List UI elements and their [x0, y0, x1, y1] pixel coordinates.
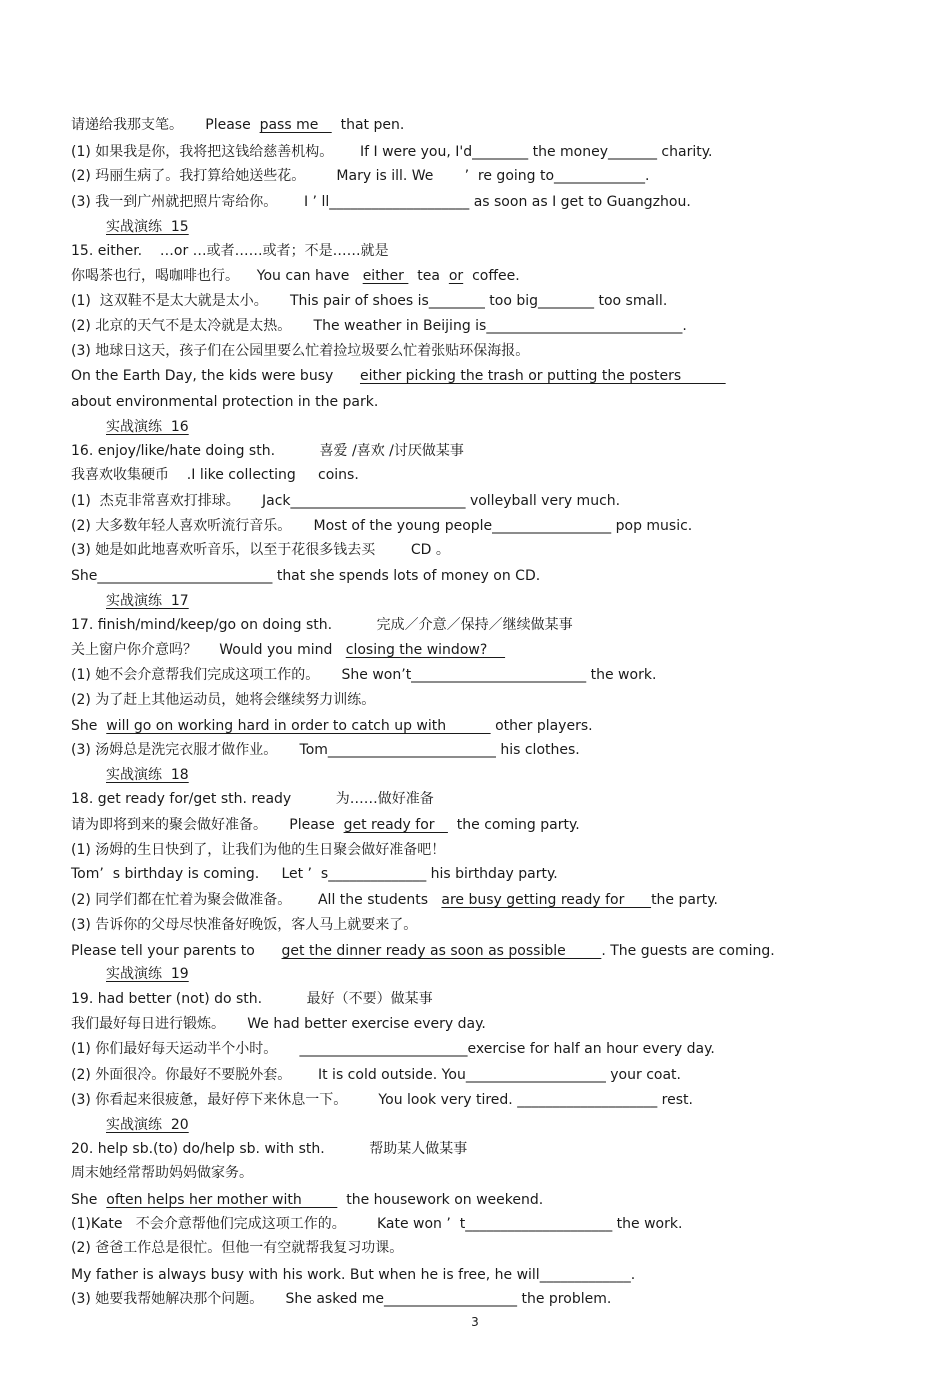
exercise-answer-line: [71, 717, 593, 735]
section-heading: 实战演练 17: [106, 593, 189, 609]
example-sentence: [71, 641, 505, 659]
exercise-item: (2) 北京的天气不是太冷就是太热。 The weather in Beijing is____________________________.: [71, 318, 687, 334]
exercise-item: (1) 如果我是你，我将把这钱给慈善机构。 If I were you, I'd________ the money_______ charity.: [71, 144, 713, 160]
example-text: 关上窗户你介意吗？ Would you mind: [71, 642, 346, 658]
grammar-point-title: 17. finish/mind/keep/go on doing sth. 完成／介意／保持／继续做某事: [71, 617, 573, 633]
exercise-text: the party.: [651, 892, 718, 908]
filled-answer: either picking the trash or putting the posters: [359, 368, 726, 384]
exercise-answer-line: about environmental protection in the park.: [71, 394, 379, 410]
exercise-item: (3) 我一到广州就把照片寄给你。 I ’ ll____________________ as soon as I get to Guangzhou.: [71, 194, 691, 210]
exercise-item: (2) 外面很冷。你最好不要脱外套。 It is cold outside. You____________________ your coat.: [71, 1067, 681, 1083]
example-sentence: 我喜欢收集硬币 .I like collecting coins.: [71, 467, 359, 483]
example-sentence: 我们最好每日进行锻炼。 We had better exercise every day.: [71, 1016, 486, 1032]
exercise-item: (1)Kate 不会介意帮他们完成这项工作的。 Kate won ’ t_____________________ the work.: [71, 1216, 683, 1232]
exercise-item: (3) 汤姆总是洗完衣服才做作业。 Tom________________________ his clothes.: [71, 742, 580, 758]
filled-answer: are busy getting ready for: [441, 892, 652, 908]
example-sentence: [71, 267, 520, 285]
example-text: the housework on weekend.: [337, 1192, 544, 1208]
section-heading: 实战演练 20: [106, 1117, 189, 1133]
example-text: the coming party.: [447, 817, 580, 833]
grammar-point-title: 16. enjoy/like/hate doing sth. 喜爱 /喜欢 /讨厌做某事: [71, 443, 464, 459]
exercise-item: (2) 玛丽生病了。我打算给她送些花。 Mary is ill. We ’ re going to_____________.: [71, 168, 650, 184]
example-text: 你喝茶也行，喝咖啡也行。 You can have: [71, 268, 363, 284]
grammar-point-title: 19. had better (not) do sth. 最好（不要）做某事: [71, 991, 433, 1007]
example-answer: either: [362, 268, 409, 284]
exercise-item: (2) 爸爸工作总是很忙。但他一有空就帮我复习功课。: [71, 1240, 404, 1256]
exercise-item: (1) 杰克非常喜欢打排球。 Jack_________________________ volleyball very much.: [71, 493, 621, 509]
section-heading: 实战演练 19: [106, 966, 189, 982]
grammar-point-title: 18. get ready for/get sth. ready 为……做好准备: [71, 791, 434, 807]
exercise-item: (1) 她不会介意帮我们完成这项工作的。 She won’t_________________________ the work.: [71, 667, 657, 683]
example-sentence: [71, 816, 580, 834]
example-answer: get ready for: [343, 817, 448, 833]
exercise-item: (1) 汤姆的生日快到了，让我们为他的生日聚会做好准备吧！: [71, 842, 446, 858]
example-text: tea: [408, 268, 449, 284]
exercise-answer-line: [71, 942, 775, 960]
exercise-text: Please tell your parents to: [71, 943, 282, 959]
exercise-text: . The guests are coming.: [601, 943, 775, 959]
section-heading: 实战演练 15: [106, 219, 189, 235]
filled-answer: will go on working hard in order to catch up with: [106, 718, 491, 734]
example-text: coffee.: [463, 268, 520, 284]
grammar-point-title: 20. help sb.(to) do/help sb. with sth. 帮助某人做某事: [71, 1141, 468, 1157]
exercise-answer-line: My father is always busy with his work. But when he is free, he will_____________.: [71, 1267, 636, 1283]
exercise-item: (3) 告诉你的父母尽快准备好晚饭，客人马上就要来了。: [71, 917, 418, 933]
exercise-item: (3) 她要我帮她解决那个问题。 She asked me___________________ the problem.: [71, 1291, 612, 1307]
exercise-item: (3) 她是如此地喜欢听音乐，以至于花很多钱去买 CD 。: [71, 542, 450, 558]
section-heading: 实战演练 18: [106, 767, 189, 783]
example-text: 请为即将到来的聚会做好准备。 Please: [71, 817, 344, 833]
exercise-item: (2) 为了赶上其他运动员，她将会继续努力训练。: [71, 692, 376, 708]
exercise-item: (2) 大多数年轻人喜欢听流行音乐。 Most of the young people_________________ pop music.: [71, 518, 693, 534]
exercise-text: (2) 同学们都在忙着为聚会做准备。 All the students: [71, 892, 442, 908]
exercise-item: (1) 这双鞋不是太大就是太小。 This pair of shoes is________ too big________ too small.: [71, 293, 668, 309]
exercise-item: (3) 地球日这天，孩子们在公园里要么忙着捡垃圾要么忙着张贴环保海报。: [71, 343, 530, 359]
exercise-item: (3) 你看起来很疲惫，最好停下来休息一下。 You look very tired. ____________________ rest.: [71, 1092, 693, 1108]
page-number: 3: [471, 1315, 479, 1329]
exercise-item: [71, 891, 718, 909]
example-sentence: [71, 1191, 543, 1209]
filled-answer: get the dinner ready as soon as possible: [281, 943, 602, 959]
example-answer: pass me: [259, 117, 332, 133]
example-text: She: [71, 1192, 107, 1208]
exercise-text: She: [71, 718, 107, 734]
example-text: 请递给我那支笔。 Please: [71, 117, 260, 133]
example-answer: or: [448, 268, 464, 284]
example-sentence: [71, 116, 404, 134]
exercise-answer-line: She_________________________ that she spends lots of money on CD.: [71, 568, 541, 584]
grammar-point-title: 15. either. …or …或者……或者；不是……就是: [71, 243, 389, 259]
exercise-answer-line: [71, 367, 726, 385]
example-answer: often helps her mother with: [106, 1192, 338, 1208]
exercise-text: other players.: [490, 718, 593, 734]
exercise-answer-line: Tom’ s birthday is coming. Let ’ s______________ his birthday party.: [71, 866, 558, 882]
exercise-item: (1) 你们最好每天运动半个小时。 ________________________exercise for half an hour every day.: [71, 1041, 715, 1057]
example-text: that pen.: [331, 117, 405, 133]
example-answer: closing the window?: [345, 642, 506, 658]
exercise-text: On the Earth Day, the kids were busy: [71, 368, 360, 384]
section-heading: 实战演练 16: [106, 419, 189, 435]
example-sentence: 周末她经常帮助妈妈做家务。: [71, 1165, 253, 1181]
